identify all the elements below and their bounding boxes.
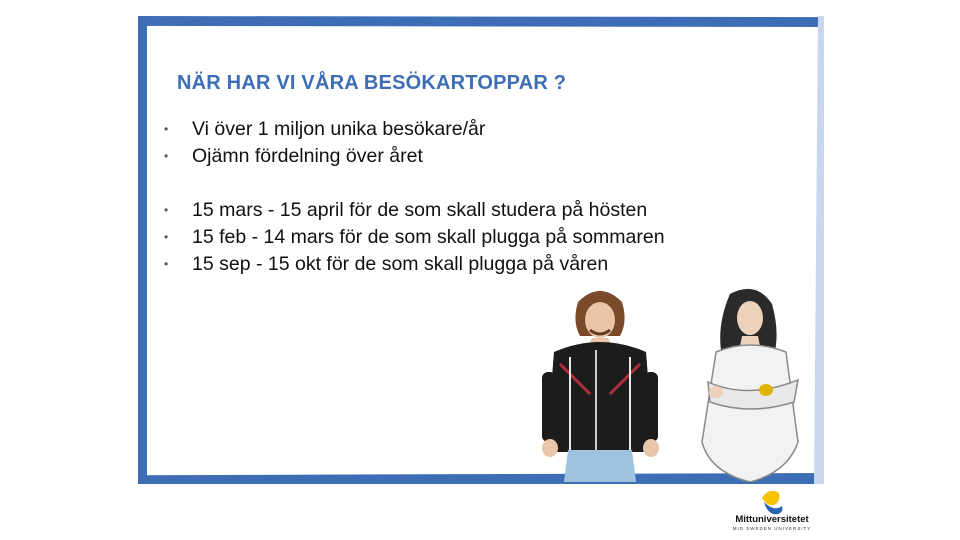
bullet-icon: •	[164, 149, 169, 163]
bullet-item: • 15 sep - 15 okt för de som skall plugga på våren	[160, 251, 800, 278]
frame-border-right	[814, 16, 824, 484]
bullet-item: • Vi över 1 miljon unika besökare/år	[160, 116, 800, 143]
bullet-icon: •	[164, 257, 169, 271]
logo-subtitle: MID SWEDEN UNIVERSITY	[732, 526, 812, 531]
frame-border-top	[138, 16, 824, 27]
woman-figure	[702, 289, 798, 482]
slide-title: NÄR HAR VI VÅRA BESÖKARTOPPAR ?	[177, 72, 567, 94]
bullet-item: • Ojämn fördelning över året	[160, 143, 800, 170]
frame-border-left	[138, 16, 147, 484]
bullet-spacer	[160, 170, 800, 197]
bullet-list	[160, 116, 800, 278]
logo-name: Mittuniversitetet	[735, 514, 809, 525]
bullet-icon: •	[164, 203, 169, 217]
students-illustration	[530, 282, 810, 482]
bullet-icon: •	[164, 230, 169, 244]
man-figure	[542, 291, 659, 482]
bullet-item: • 15 feb - 14 mars för de som skall plugga på sommaren	[160, 224, 800, 251]
bullet-item: • 15 mars - 15 april för de som skall studera på hösten	[160, 197, 800, 224]
bullet-icon: •	[164, 122, 169, 136]
